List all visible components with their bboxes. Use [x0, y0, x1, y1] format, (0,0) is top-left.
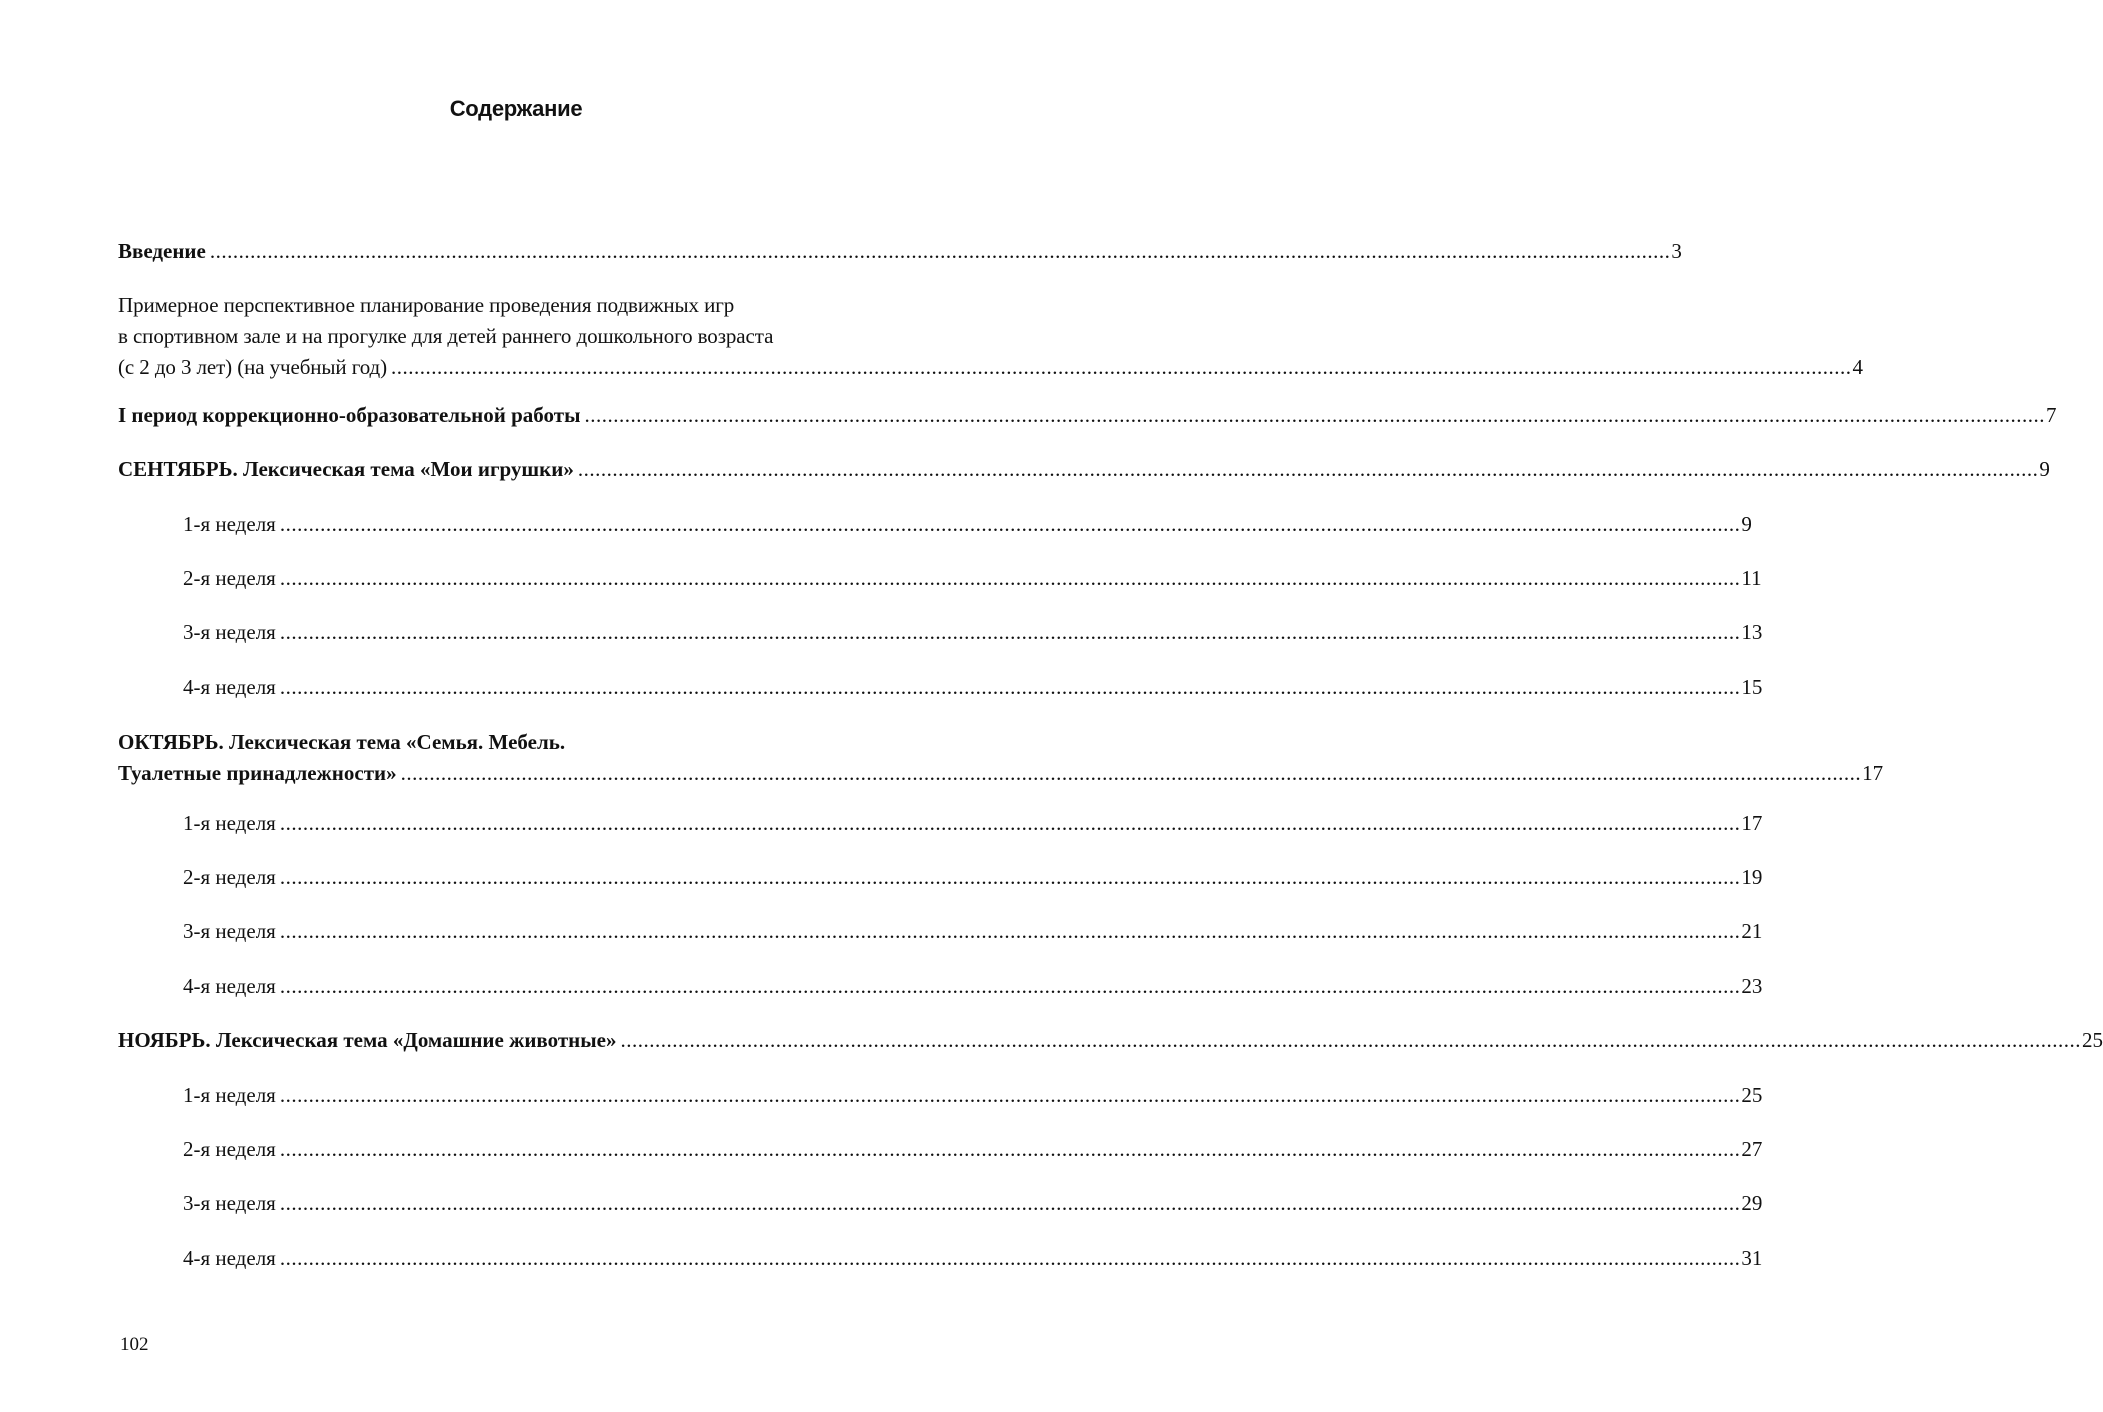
toc-page-number: 23	[1741, 974, 1763, 998]
toc-entry-week[interactable]	[183, 864, 1763, 890]
dot-leader: ..............................................................................................................................................................................................................................................................	[391, 355, 1852, 379]
toc-entry-week[interactable]	[183, 619, 1763, 645]
dot-leader: ..............................................................................................................................................................................................................................................................	[279, 566, 1741, 590]
toc-page-number: 25	[1741, 1083, 1763, 1107]
page-title: Содержание	[449, 96, 583, 121]
toc-entry-october[interactable]	[118, 729, 1884, 786]
toc-page-number: 15	[1741, 675, 1763, 699]
dot-leader: ..............................................................................................................................................................................................................................................................	[209, 239, 1671, 263]
toc-entry-label: 2-я неделя	[183, 1137, 276, 1161]
dot-leader: ..............................................................................................................................................................................................................................................................	[577, 457, 2039, 481]
toc-entry-week[interactable]	[183, 674, 1763, 700]
page-number: 102	[120, 1334, 149, 1355]
toc-entry-label: 3-я неделя	[183, 919, 276, 943]
toc-page-number: 9	[2039, 457, 2050, 481]
dot-leader: ..............................................................................................................................................................................................................................................................	[279, 974, 1741, 998]
toc-entry-november[interactable]	[118, 1027, 2103, 1053]
toc-entry-label: I период коррекционно-образовательной работы	[118, 403, 581, 427]
dot-leader: ..............................................................................................................................................................................................................................................................	[279, 1137, 1741, 1161]
toc-page-number: 13	[1741, 620, 1763, 644]
dot-leader: ..............................................................................................................................................................................................................................................................	[279, 1191, 1741, 1215]
toc-entry-label: 4-я неделя	[183, 675, 276, 699]
toc-entry-label: 1-я неделя	[183, 1083, 276, 1107]
dot-leader: ..............................................................................................................................................................................................................................................................	[400, 761, 1862, 785]
toc-entry-label: (с 2 до 3 лет) (на учебный год)	[118, 355, 387, 379]
toc-entry-label: НОЯБРЬ. Лексическая тема «Домашние животные»	[118, 1028, 617, 1052]
toc-entry-week[interactable]	[183, 1190, 1763, 1216]
toc-entry-week[interactable]	[183, 565, 1762, 591]
toc-page-number: 31	[1741, 1246, 1763, 1270]
toc-entry-line: в спортивном зале и на прогулке для детей раннего дошкольного возраста	[118, 324, 774, 348]
toc-page-number: 7	[2045, 403, 2057, 427]
toc-page-number: 9	[1741, 512, 1752, 536]
toc-entry-week[interactable]	[183, 973, 1763, 999]
dot-leader: ..............................................................................................................................................................................................................................................................	[279, 865, 1741, 889]
toc-page-number: 21	[1741, 919, 1763, 943]
toc-entry-label: СЕНТЯБРЬ. Лексическая тема «Мои игрушки»	[118, 457, 574, 481]
toc-entry-introduction[interactable]	[118, 238, 1682, 264]
toc-entry-label: 2-я неделя	[183, 865, 276, 889]
toc-entry-label: Туалетные принадлежности»	[118, 761, 397, 785]
toc-entry-label: 4-я неделя	[183, 974, 276, 998]
toc-entry-label: 3-я неделя	[183, 620, 276, 644]
dot-leader: ..............................................................................................................................................................................................................................................................	[279, 1083, 1741, 1107]
dot-leader: ..............................................................................................................................................................................................................................................................	[279, 620, 1741, 644]
dot-leader: ..............................................................................................................................................................................................................................................................	[279, 675, 1741, 699]
toc-entry-planning[interactable]	[118, 292, 1863, 380]
toc-entry-week[interactable]	[183, 511, 1752, 537]
toc-entry-week[interactable]	[183, 918, 1763, 944]
toc-entry-period-1[interactable]	[118, 402, 2057, 428]
dot-leader: ..............................................................................................................................................................................................................................................................	[279, 811, 1741, 835]
dot-leader: ..............................................................................................................................................................................................................................................................	[279, 919, 1741, 943]
toc-entry-line: ОКТЯБРЬ. Лексическая тема «Семья. Мебель.	[118, 730, 566, 754]
toc-entry-week[interactable]	[183, 1136, 1763, 1162]
dot-leader: ..............................................................................................................................................................................................................................................................	[279, 1246, 1741, 1270]
toc-entry-week[interactable]	[183, 1082, 1763, 1108]
toc-page-number: 4	[1852, 355, 1863, 379]
toc-entry-september[interactable]	[118, 456, 2050, 482]
toc-page-number: 25	[2081, 1028, 2103, 1052]
toc-entry-week[interactable]	[183, 810, 1763, 836]
toc-entry-label: 4-я неделя	[183, 1246, 276, 1270]
toc-page-number: 3	[1671, 239, 1682, 263]
toc-entry-label: 2-я неделя	[183, 566, 276, 590]
toc-entry-week[interactable]	[183, 1245, 1763, 1271]
toc-entry-label: 3-я неделя	[183, 1191, 276, 1215]
toc-entry-label: Введение	[118, 239, 206, 263]
toc-entry-line: Примерное перспективное планирование проведения подвижных игр	[118, 293, 735, 317]
toc-page-number: 29	[1741, 1191, 1763, 1215]
toc-page-number: 17	[1741, 811, 1763, 835]
toc-page-number: 11	[1741, 566, 1762, 590]
toc-page-number: 19	[1741, 865, 1763, 889]
toc-page-number: 17	[1862, 761, 1884, 785]
dot-leader: ..............................................................................................................................................................................................................................................................	[620, 1028, 2081, 1052]
dot-leader: ..............................................................................................................................................................................................................................................................	[279, 512, 1741, 536]
toc-page-number: 27	[1741, 1137, 1763, 1161]
toc-entry-label: 1-я неделя	[183, 512, 276, 536]
toc-entry-label: 1-я неделя	[183, 811, 276, 835]
dot-leader: ..............................................................................................................................................................................................................................................................	[584, 403, 2045, 427]
